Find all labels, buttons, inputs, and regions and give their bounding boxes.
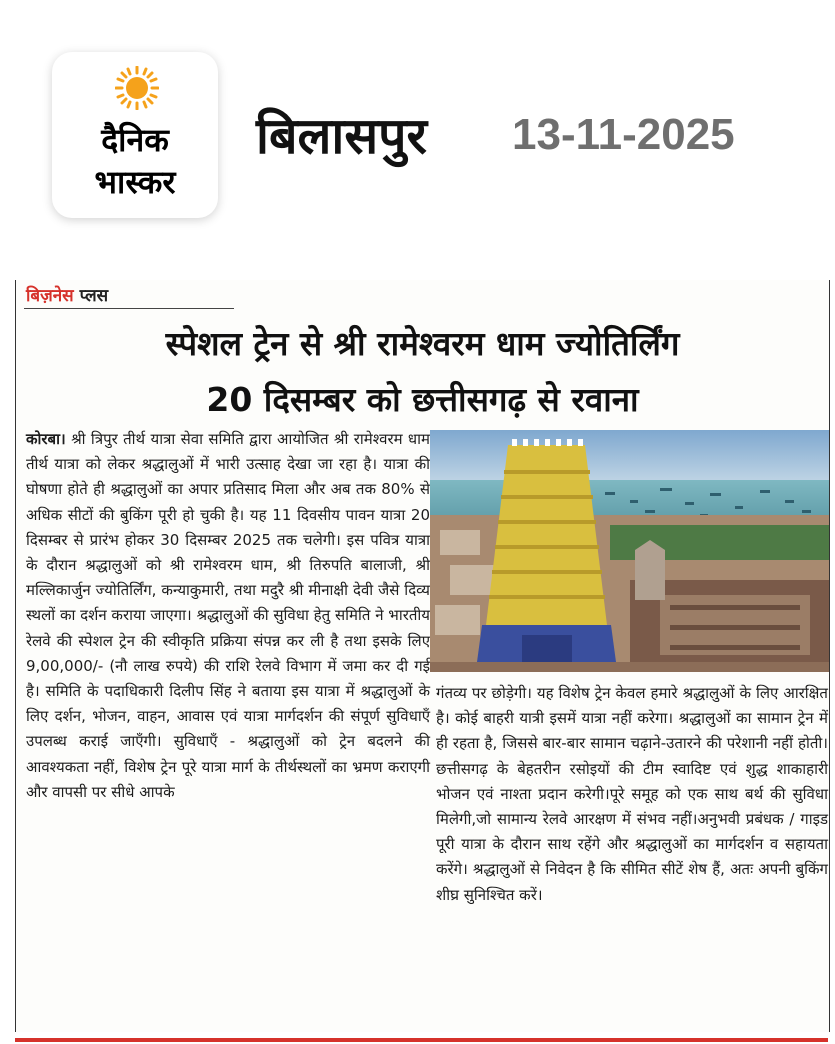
temple-photo [430,430,829,672]
sun-icon [115,66,159,110]
article-body-right: गंतव्य पर छोड़ेगी। यह विशेष ट्रेन केवल हमारे श्रद्धालुओं के लिए आरक्षित है। कोई बाहरी यात्री इसमें यात्रा नहीं करेगा। श्रद्धालुओं का सामान ट्रेन में ही रहता है, जिससे बार-बार सामान चढ़ाने-उतारने की परेशानी नहीं होती। छत्तीसगढ़ के बेहतरीन रसोइयों की टीम स्वादिष्ट एवं शुद्ध शाकाहारी भोजन एवं नाश्ता प्रदान करेगी।पूरे समूह को एक साथ बर्थ की सुविधा मिलेगी,जो सामान्य रेलवे आरक्षण में संभव नहीं।अनुभवी प्रबंधक / गाइड पूरी यात्रा के दौरान साथ रहेंगे और श्रद्धालुओं का मार्गदर्शन व सहायता करेंगे। श्रद्धालुओं से निवेदन है कि सीमित सीटें शेष हैं, अतः अपनी बुकिंग शीघ्र सुनिश्चित करें। [436,684,828,904]
edition-city: बिलासपुर [256,107,427,165]
section-tag-red: बिज़नेस [26,286,74,306]
headline-line-2: 20 दिसम्बर को छत्तीसगढ़ से रवाना [206,380,639,419]
section-tag [26,283,108,306]
logo-text-bhaskar: भास्कर [94,163,176,201]
headline-line-1: स्पेशल ट्रेन से श्री रामेश्वरम धाम ज्योतिर्लिंग [165,324,680,363]
section-tag-black: प्लस [79,286,109,306]
article-body-left [26,427,430,805]
newspaper-logo [52,52,218,218]
bottom-red-bar [15,1038,828,1042]
section-divider [24,308,234,309]
dateline: कोरबा। [26,430,66,448]
logo-text-dainik: दैनिक [101,121,169,159]
edition-date: 13-11-2025 [512,110,735,159]
news-clipping [15,280,830,1032]
left-body-text: श्री त्रिपुर तीर्थ यात्रा सेवा समिति द्वारा आयोजित श्री रामेश्वरम धाम तीर्थ यात्रा को लेकर श्रद्धालुओं में भारी उत्साह देखा जा रहा है। यात्रा की घोषणा होते ही श्रद्धालुओं का अपार प्रतिसाद मिला और अब तक 80% से अधिक सीटों की बुकिंग पूरी हो चुकी है। यह 11 दिवसीय पावन यात्रा 20 दिसम्बर से प्रारंभ होकर 30 दिसम्बर 2025 तक चलेगी। इस पवित्र यात्रा के दौरान श्रद्धालुओं को श्री रामेश्वरम धाम, श्री तिरुपति बालाजी, श्री मल्लिकार्जुन ज्योतिर्लिंग, कन्याकुमारी, तथा मदुरै श्री मीनाक्षी देवी जैसे दिव्य स्थलों का दर्शन कराया जाएगा। श्रद्धालुओं की सुविधा हेतु समिति ने भारतीय रेलवे की स्पेशल ट्रेन की स्वीकृति प्रक्रिया संपन्न कर ली है तथा इसके लिए 9,00,000/- (नौ लाख रुपये) की राशि रेलवे विभाग में जमा कर दी गई है। समिति के पदाधिकारी दिलीप सिंह ने बताया इस यात्रा में श्रद्धालुओं के लिए दर्शन, भोजन, वाहन, आवास एवं यात्रा मार्गदर्शन की संपूर्ण सुविधाएँ उपलब्ध कराई जाएँगी। सुविधाएँ - श्रद्धालुओं को ट्रेन बदलने की आवश्यकता नहीं, विशेष ट्रेन पूरे यात्रा मार्ग के तीर्थस्थलों का भ्रमण कराएगी और वापसी पर सीधे आपके [26,430,430,801]
